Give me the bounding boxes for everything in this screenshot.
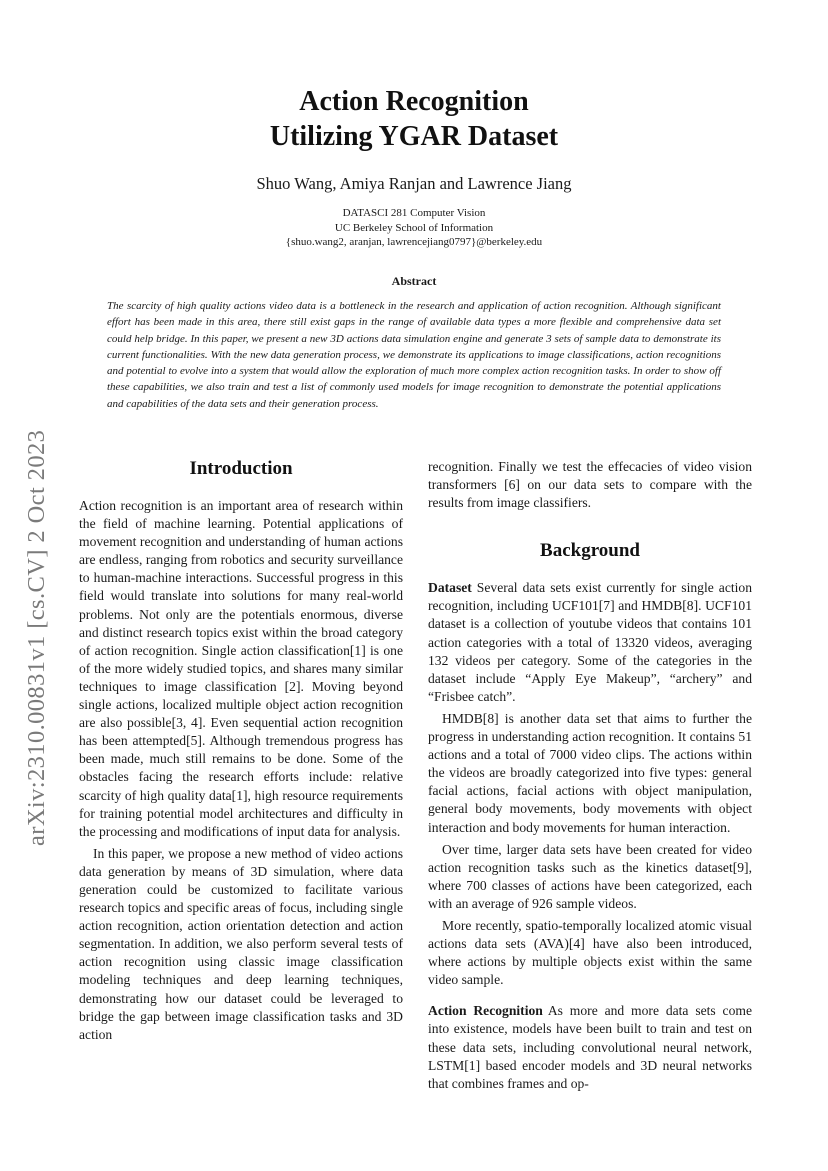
- arxiv-identifier: arXiv:2310.00831v1 [cs.CV] 2 Oct 2023: [23, 429, 50, 846]
- action-recognition-paragraph: [428, 1002, 752, 1092]
- introduction-paragraph-2: In this paper, we propose a new method of video actions data generation by means of 3D simulation, where data generation could be customized to facilitate various research topics and specific areas of focus, including single action recognition, action orientation detection and action segmentation. In addition, we also perform several tests of action recognition using classic image classification modeling techniques and deep learning techniques, demonstrating how our dataset could be leveraged to bridge the gap between image classification tasks and 3D action: [79, 845, 403, 1042]
- dataset-paragraph-1-text: Several data sets exist currently for single action recognition, including UCF101[7] and HMDB[8]. UCF101 dataset is a collection of youtube videos that contains 101 action categories with a total of 13320 videos, averaging 132 videos per category. Some of the categories in the dataset include “Apply Eye Makeup”, “archery” and “Frisbee catch”.: [428, 580, 752, 704]
- affiliation-school: UC Berkeley School of Information: [334, 221, 494, 234]
- dataset-paragraph-1: [428, 579, 752, 706]
- paper-title: [0, 84, 828, 154]
- title-line-1: Action Recognition: [299, 86, 529, 117]
- affiliation-course: DATASCI 281 Computer Vision: [342, 207, 486, 219]
- dataset-paragraph-3: Over time, larger data sets have been created for video action recognition tasks such as the kinetics dataset[9], where 700 classes of actions have been categorized, each with an average of 926 sample videos.: [428, 841, 752, 911]
- dataset-paragraph-2: HMDB[8] is another data set that aims to further the progress in understanding action recognition. It contains 51 actions and a total of 7000 video clips. The actions within the videos are broadly categorized into five types: general facial actions, facial actions with object manipulation, general body movements, body movements with object interaction and body movements for human interaction.: [428, 710, 752, 835]
- introduction-heading: Introduction: [189, 458, 293, 479]
- action-recognition-paragraph-text: As more and more data sets come into existence, models have been built to train and test on these data sets, including convolutional neural network, LSTM[1] based encoder models and 3D neural networks that combines frames and op-: [428, 1003, 752, 1091]
- abstract-heading: Abstract: [391, 274, 437, 288]
- author-list: Shuo Wang, Amiya Ranjan and Lawrence Jiang: [256, 174, 572, 193]
- dataset-run-in-heading: Dataset: [428, 580, 472, 596]
- left-column: [79, 456, 403, 1044]
- affiliation-emails: {shuo.wang2, aranjan, lawrencejiang0797}@berkeley.edu: [285, 236, 543, 248]
- introduction-paragraph-1: Action recognition is an important area of research within the field of machine learning. Potential applications of movement recognition and understanding of human actions are endless, ranging from robotics and security surveillance to human-machine interactions. Successful progress in this field would translate into solutions for many real-world problems. Not only are the potentials enormous, diverse and distinct research topics exist within the broad category of action recognition. Single action classification[1] is one of the more widely studied topics, and shares many similar techniques to image classification [2]. Moving beyond single actions, localized multiple object action recognition are also possible[3, 4]. Even sequential action recognition has been attempted[5]. Although tremendous progress has been made, much still remains to be done. Some of the obstacles facing the research efforts include: relative scarcity of high quality data[1], high resource requirements for training potential model architectures and difficulty in the processing and modifications of input data for analysis.: [79, 498, 403, 839]
- introduction-continued: recognition. Finally we test the effecacies of video vision transformers [6] on our data sets to compare with the results from image classifiers.: [428, 459, 752, 511]
- action-recognition-run-in-heading: Action Recognition: [428, 1003, 543, 1019]
- right-column: [428, 458, 752, 1093]
- abstract-text: The scarcity of high quality actions video data is a bottleneck in the research and application of action recognition. Although significant effort has been made in this area, there still exist gaps in the range of available data types a more flexible and comprehensive data set could help bridge. In this paper, we present a new 3D actions data simulation engine and generate 3 sets of sample data to demonstrate its current functionalities. With the new data generation process, we demonstrate its applications to image classifications, action recognitions and potential to evolve into a system that would allow the exploration of much more complex action recognition tasks. In order to show off these capabilities, we also train and test a list of commonly used models for image recognition to demonstrate the potential applications and capabilities of the data sets and their generation process.: [107, 300, 721, 410]
- dataset-paragraph-4: More recently, spatio-temporally localized atomic visual actions data sets (AVA)[4] have also been introduced, where actions by multiple objects exist within the same video sample.: [428, 917, 752, 988]
- title-line-2: Utilizing YGAR Dataset: [269, 121, 559, 152]
- background-heading: Background: [540, 540, 640, 562]
- affiliation-block: [0, 206, 828, 250]
